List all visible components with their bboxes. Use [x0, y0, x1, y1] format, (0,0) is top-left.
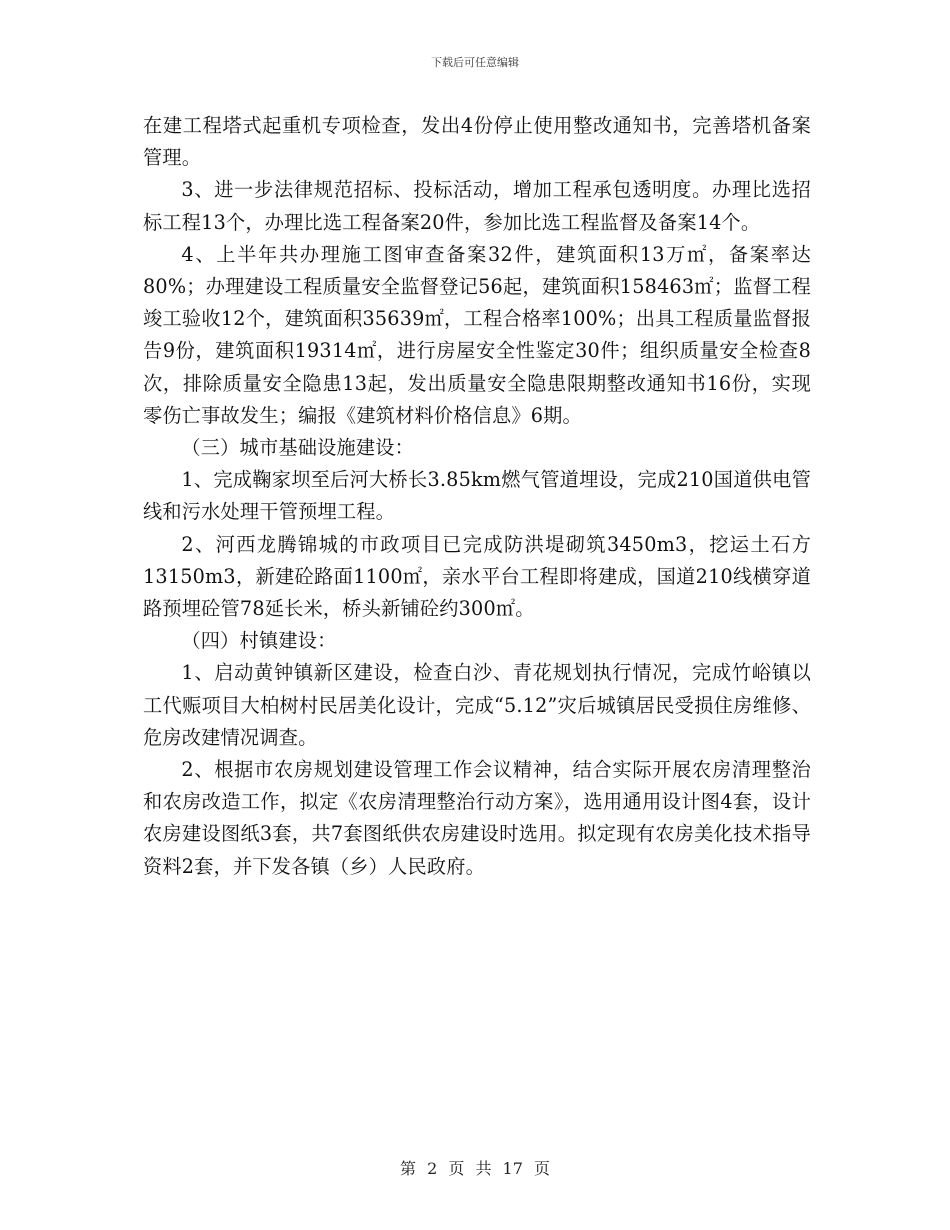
paragraph-item-4: 4、上半年共办理施工图审查备案32件，建筑面积13万㎡，备案率达80%；办理建设工程质量安全监督登记56起，建筑面积158463㎡；监督工程竣工验收12个，建筑面积35639㎡，工程合格率100%；出具工程质量监督报告9份，建筑面积19314㎡，进行房屋安全性鉴定30件；组织质量安全检查8次，排除质量安全隐患13起，发出质量安全隐患限期整改通知书16份，实现零伤亡事故发生；编报《建筑材料价格信息》6期。 — [143, 242, 811, 427]
paragraph-continuation: 在建工程塔式起重机专项检查，发出4份停止使用整改通知书，完善塔机备案管理。 — [143, 114, 811, 170]
paragraph-village-2: 2、根据市农房规划建设管理工作会议精神，结合实际开展农房清理整治和农房改造工作，拟定《农房清理整治行动方案》，选用通用设计图4套，设计农房建设图纸3套，共7套图纸供农房建设时选用。拟定现有农房美化技术指导资料2套，并下发各镇（乡）人民政府。 — [143, 758, 811, 878]
page-footer: 第 2 页 共 17 页 — [400, 1159, 550, 1178]
paragraph-infrastructure-1: 1、完成鞠家坝至后河大桥长3.85km燃气管道埋设，完成210国道供电管线和污水处理干管预埋工程。 — [143, 468, 811, 524]
page-header: 下载后可任意编辑 — [431, 56, 519, 69]
paragraph-village-1: 1、启动黄钟镇新区建设，检查白沙、青花规划执行情况，完成竹峪镇以工代赈项目大柏树村民居美化设计，完成“5.12”灾后城镇居民受损住房维修、危房改建情况调查。 — [143, 661, 811, 749]
paragraph-infrastructure-2: 2、河西龙腾锦城的市政项目已完成防洪堤砌筑3450m3，挖运土石方13150m3，新建砼路面1100㎡，亲水平台工程即将建成，国道210线横穿道路预埋砼管78延长米，桥头新铺砼约300㎡。 — [143, 532, 811, 621]
document-body — [143, 110, 811, 883]
section-heading-infrastructure: （三）城市基础设施建设： — [181, 436, 415, 460]
paragraph-item-3: 3、进一步法律规范招标、投标活动，增加工程承包透明度。办理比选招标工程13个，办理比选工程备案20件，参加比选工程监督及备案14个。 — [143, 178, 811, 234]
section-heading-village: （四）村镇建设： — [181, 629, 337, 653]
